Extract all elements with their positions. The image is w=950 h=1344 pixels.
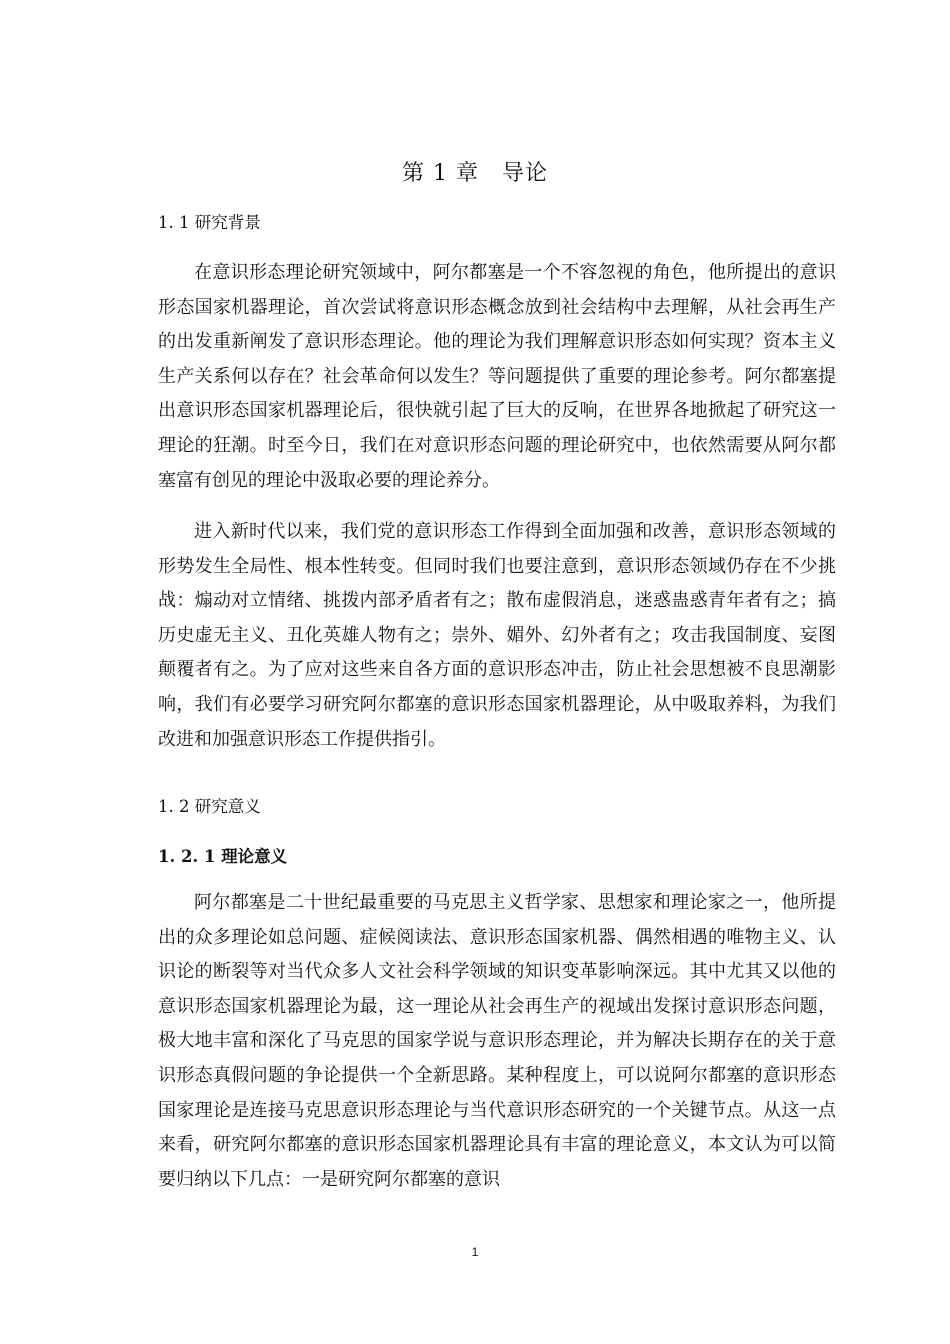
page-number: 1 — [471, 1245, 479, 1259]
chapter-title: 第 1 章 导论 — [402, 161, 548, 186]
section-heading-research-background: 1. 1 研究背景 — [158, 213, 261, 232]
section-heading-research-significance: 1. 2 研究意义 — [158, 797, 261, 816]
subsection-heading-theoretical-significance: 1. 2. 1 理论意义 — [158, 847, 288, 866]
paragraph-theoretical-significance: 阿尔都塞是二十世纪最重要的马克思主义哲学家、思想家和理论家之一，他所提出的众多理论如总问题、症候阅读法、意识形态国家机器、偶然相遇的唯物主义、认识论的断裂等对当代众多人文社会科学领域的知识变革影响深远。其中尤其又以他的意识形态国家机器理论为最，这一理论从社会再生产的视域出发探讨意识形态问题，极大地丰富和深化了马克思的国家学说与意识形态理论，并为解决长期存在的关于意识形态真假问题的争论提供一个全新思路。某种程度上，可以说阿尔都塞的意识形态国家理论是连接马克思意识形态理论与当代意识形态研究的一个关键节点。从这一点来看，研究阿尔都塞的意识形态国家机器理论具有丰富的理论意义，本文认为可以简要归纳以下几点：一是研究阿尔都塞的意识 — [158, 892, 836, 1190]
paragraph-background-2: 进入新时代以来，我们党的意识形态工作得到全面加强和改善，意识形态领域的形势发生全局性、根本性转变。但同时我们也要注意到，意识形态领域仍存在不少挑战：煽动对立情绪、挑拨内部矛盾者有之；散布虚假消息，迷惑蛊惑青年者有之；搞历史虚无主义、丑化英雄人物有之；崇外、媚外、幻外者有之；攻击我国制度、妄图颠覆者有之。为了应对这些来自各方面的意识形态冲击，防止社会思想被不良思潮影响，我们有必要学习研究阿尔都塞的意识形态国家机器理论，从中吸取养料，为我们改进和加强意识形态工作提供指引。 — [158, 521, 836, 750]
paragraph-background-1: 在意识形态理论研究领域中，阿尔都塞是一个不容忽视的角色，他所提出的意识形态国家机器理论，首次尝试将意识形态概念放到社会结构中去理解，从社会再生产的出发重新阐发了意识形态理论。他的理论为我们理解意识形态如何实现？资本主义生产关系何以存在？社会革命何以发生？等问题提供了重要的理论参考。阿尔都塞提出意识形态国家机器理论后，很快就引起了巨大的反响，在世界各地掀起了研究这一理论的狂潮。时至今日，我们在对意识形态问题的理论研究中，也依然需要从阿尔都塞富有创见的理论中汲取必要的理论养分。 — [158, 262, 836, 491]
